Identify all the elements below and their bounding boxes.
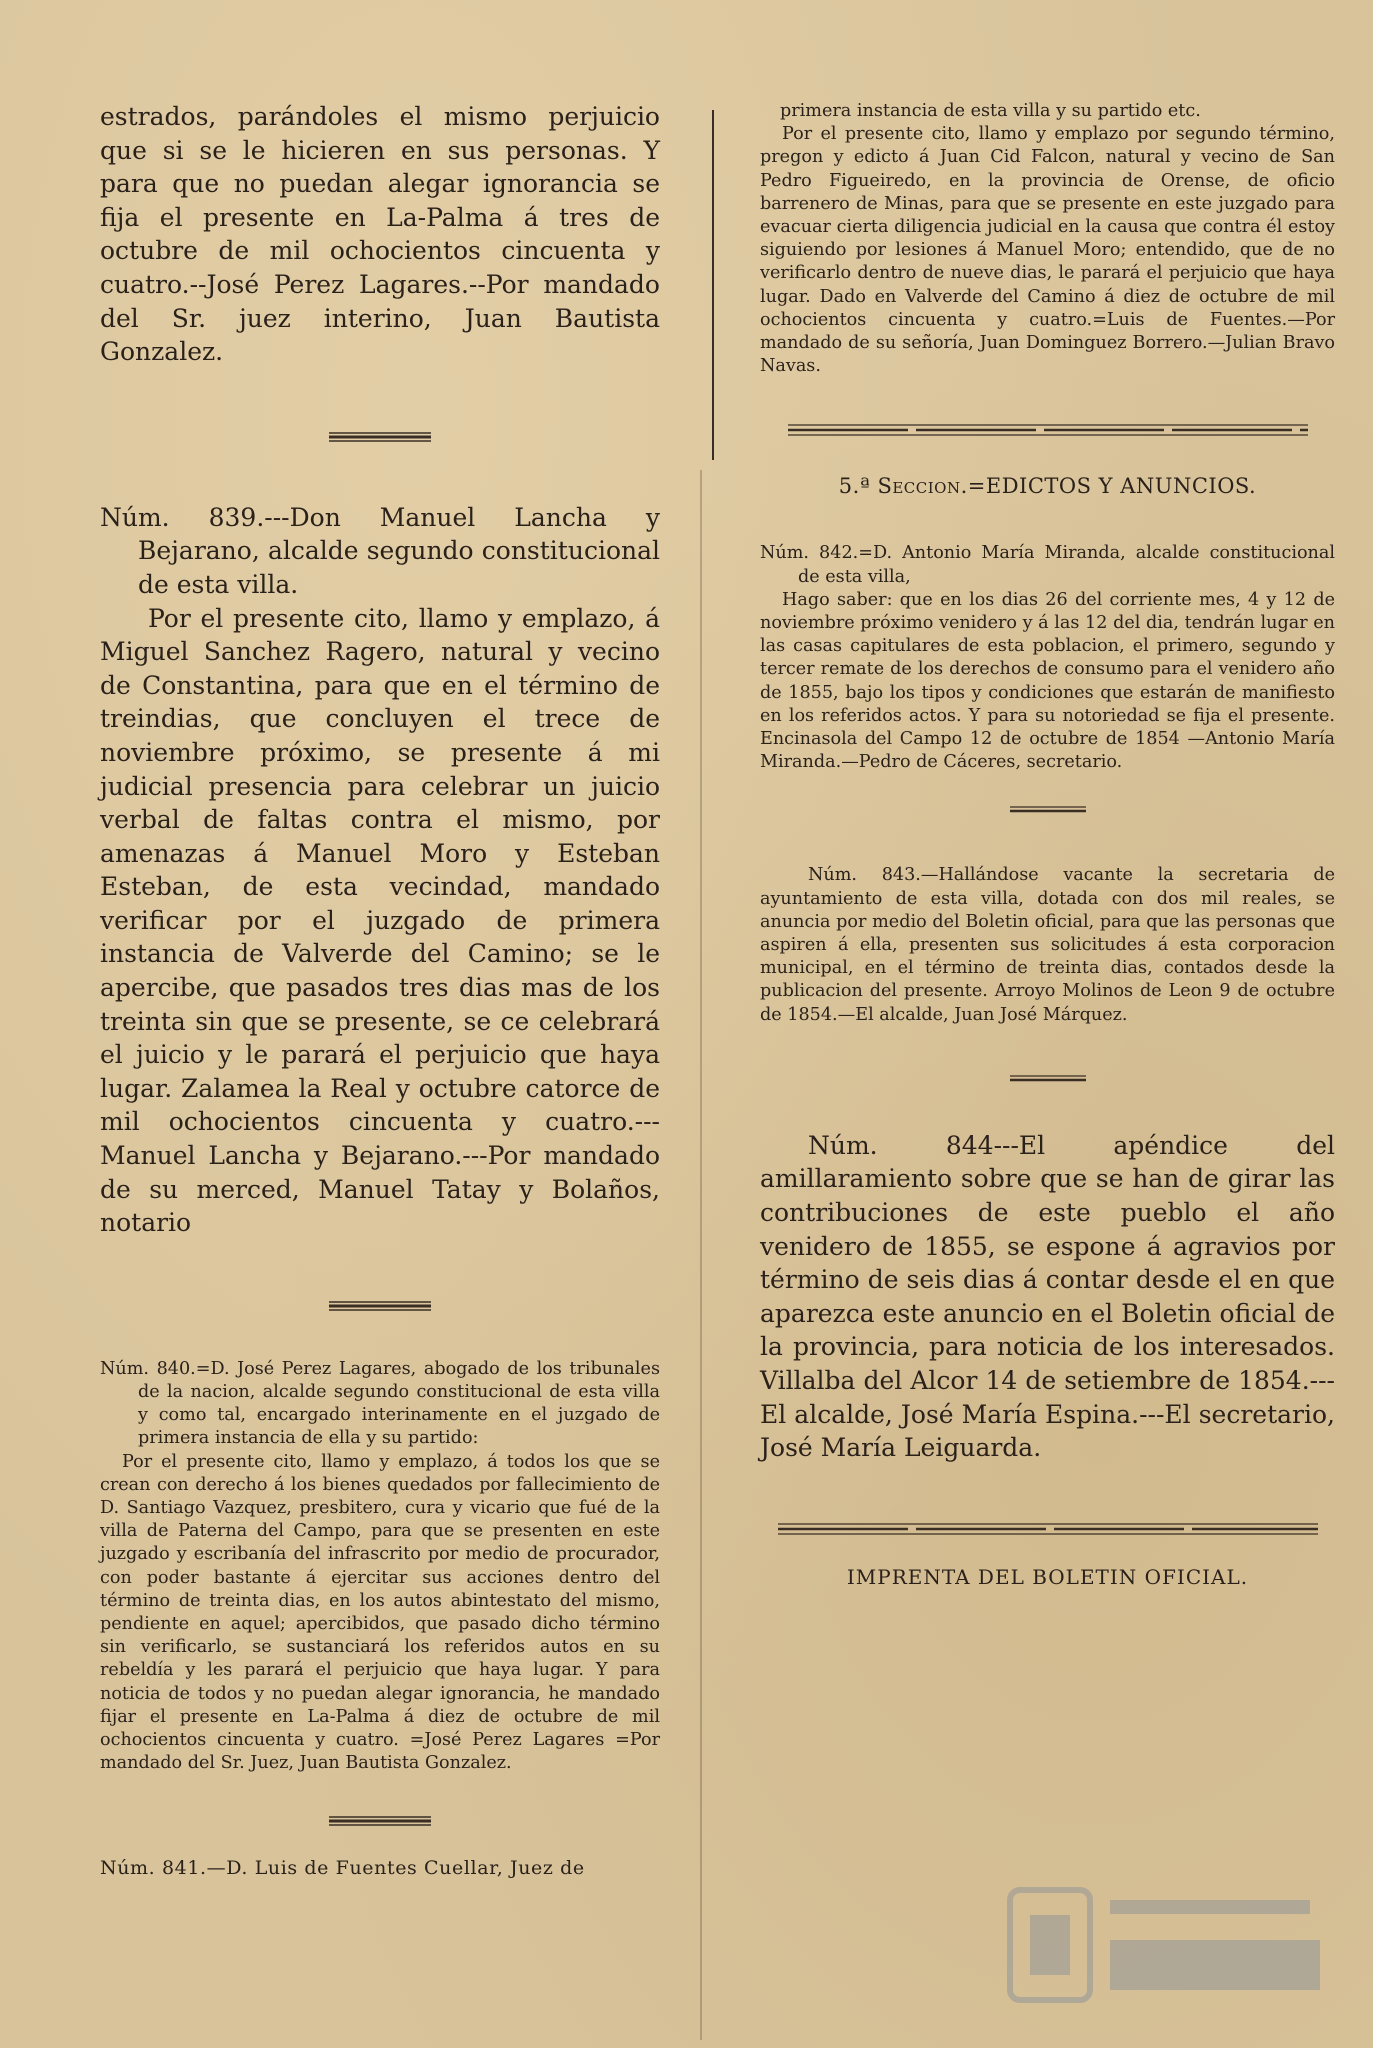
notice-838-tail: estrados, parándoles el mismo perjuicio que si se le hicieren en sus personas. Y para que no puedan alegar ignorancia se fija el presente en La-Palma á tres de octubre de mil ochocientos cincuenta y cuatro.--José Perez Lagares.--Por mandado del Sr. juez interino, Juan Bautista Gonzalez. [100, 102, 660, 367]
separator-ornament [325, 429, 435, 443]
right-column [760, 100, 1335, 1589]
notice-840-heading: Núm. 840.=D. José Perez Lagares, abogado de los tribunales de la nacion, alcalde segundo constitucional de esta villa y como tal, encargado interinamente en el juzgado de primera instancia de ella y su partido: [100, 1358, 660, 1449]
page-fold [700, 470, 702, 2040]
notice-842-heading: Núm. 842.=D. Antonio María Miranda, alcalde constitucional de esta villa, [760, 543, 1335, 587]
notice-841-continuation: primera instancia de esta villa y su partido etc. [780, 101, 1201, 121]
separator-ornament [1008, 1073, 1088, 1083]
notice-840-body: Por el presente cito, llamo y emplazo, á todos los que se crean con derecho á los bienes quedados por fallecimiento de D. Santiago Vazquez, presbitero, cura y vicario que fué de la villa de Paterna del Campo, para que se presenten en este juzgado y escribanía del infrascrito por medio de procurador, con poder bastante á ejercitar sus acciones dentro del término de treinta dias, en los autos abintestato del mismo, pendiente en aquel; apercibidos, que pasado dicho término sin verificarlo, se sustanciará los referidos autos en su rebeldía y les parará el perjuicio que haya lugar. Y para noticia de todos y no puedan alegar ignorancia, he mandado fijar el presente en La-Palma á diez de octubre de mil ochocientos cincuenta y cuatro. =José Perez Lagares =Por mandado del Sr. Juez, Juan Bautista Gonzalez. [100, 1451, 660, 1774]
left-column [100, 100, 660, 1881]
triple-rule-separator [778, 1521, 1318, 1537]
notice-843: Núm. 843.—Hallándose vacante la secretaria de ayuntamiento de esta villa, dotada con dos mil reales, se anuncia por medio del Boletin oficial, para que las personas que aspiren á ella, presenten sus solicitudes á esta corporacion municipal, en el término de treinta dias, contados desde la publicacion del presente. Arroyo Molinos de Leon 9 de octubre de 1854.—El alcalde, Juan José Márquez. [760, 865, 1335, 1025]
triple-rule-separator [788, 422, 1308, 438]
separator-ornament [325, 1298, 435, 1312]
ayuntamiento-huelva-watermark-icon [1000, 1870, 1330, 2020]
notice-844: Núm. 844---El apéndice del amillaramiento sobre que se han de girar las contribuciones de este pueblo el año venidero de 1855, se espone á agravios por término de seis dias á contar desde el en que aparezca este anuncio en el Boletin oficial de la provincia, para noticia de los interesados. Villalba del Alcor 14 de setiembre de 1854.---El alcalde, José María Espina.---El secretario, José María Leiguarda. [760, 1130, 1335, 1463]
printer-imprint: IMPRENTA DEL BOLETIN OFICIAL. [846, 1564, 1249, 1589]
column-rule [712, 110, 714, 460]
notice-839-body: Por el presente cito, llamo y emplazo, á Miguel Sanchez Ragero, natural y vecino de Constantina, para que en el término de treindias, que concluyen el trece de noviembre próximo, se presente á mi judicial presencia para celebrar un juicio verbal de faltas contra el mismo, por amenazas á Manuel Moro y Esteban Esteban, de esta vecindad, mandado verificar por el juzgado de primera instancia de Valverde del Camino; se le apercibe, que pasados tres dias mas de los treinta sin que se presente, se ce celebrará el juicio y le parará el perjuicio que haya lugar. Zalamea la Real y octubre catorce de mil ochocientos cincuenta y cuatro.---Manuel Lancha y Bejarano.---Por mandado de su merced, Manuel Tatay y Bolaños, notario [100, 603, 660, 1238]
separator-ornament [1008, 804, 1088, 814]
notice-841-heading: Núm. 841.—D. Luis de Fuentes Cuellar, Juez de [100, 1857, 585, 1880]
notice-841-body: Por el presente cito, llamo y emplazo por segundo término, pregon y edicto á Juan Cid Falcon, natural y vecino de San Pedro Figueiredo, en la provincia de Orense, de oficio barrenero de Minas, para que se presente en este juzgado para evacuar cierta diligencia judicial en la causa que contra él estoy siguiendo por lesiones á Manuel Moro; entendido, que de no verificarlo dentro de nueve dias, le parará el perjuicio que haya lugar. Dado en Valverde del Camino á diez de octubre de mil ochocientos cincuenta y cuatro.=Luis de Fuentes.—Por mandado de su señoría, Juan Dominguez Borrero.—Julian Bravo Navas. [760, 124, 1335, 377]
section-heading: 5.ª Seccion.=EDICTOS Y ANUNCIOS. [838, 474, 1257, 499]
notice-839-heading: Núm. 839.---Don Manuel Lancha y Bejarano, alcalde segundo constitucional de esta villa. [100, 502, 660, 599]
separator-ornament [325, 1813, 435, 1827]
notice-842-body: Hago saber: que en los dias 26 del corriente mes, 4 y 12 de noviembre próximo venidero y á las 12 del dia, tendrán lugar en las casas capitulares de esta poblacion, el primero, segundo y tercer remate de los derechos de consumo para el venidero año de 1855, bajo los tipos y condiciones que estarán de manifiesto en los referidos actos. Y para su notoriedad se fija el presente. Encinasola del Campo 12 de octubre de 1854 —Antonio María Miranda.—Pedro de Cáceres, secretario. [760, 589, 1335, 773]
